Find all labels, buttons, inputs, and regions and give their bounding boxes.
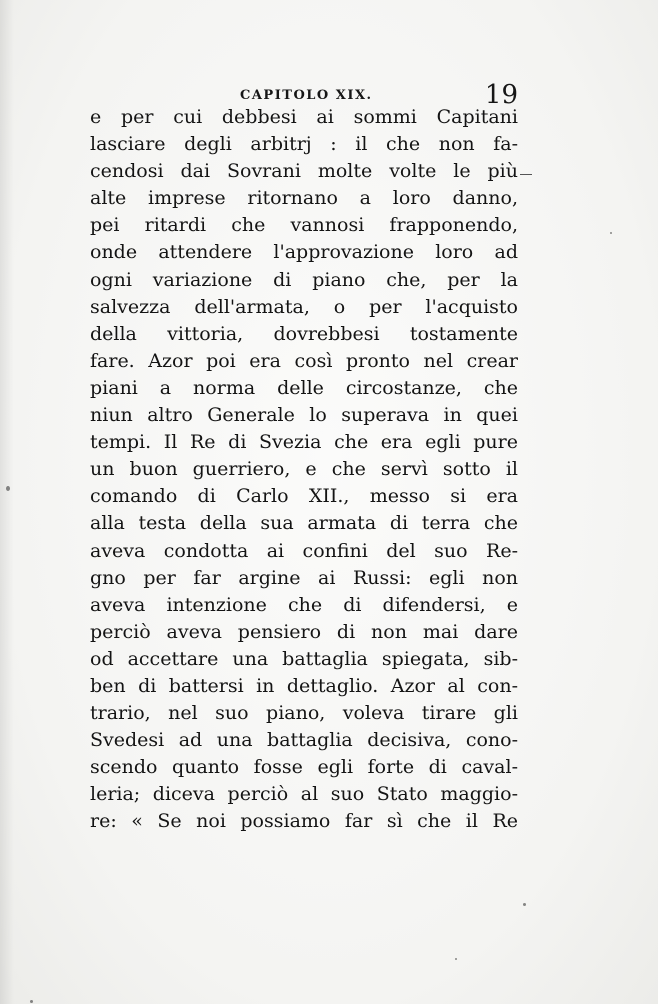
text-line: salvezza dell'armata, o per l'acquisto [90,295,518,318]
text-line: della vittoria, dovrebbesi tostamente [90,322,518,345]
margin-mark [520,174,532,175]
text-line: alte imprese ritornano a loro danno, [90,187,518,210]
text-line: od accettare una battaglia spiegata, sib- [90,647,518,670]
text-line: scendo quanto fosse egli forte di caval- [90,756,518,779]
text-line: leria; diceva perciò al suo Stato maggio- [90,783,518,806]
text-line: aveva condotta ai confini del suo Re- [90,539,518,562]
text-line: onde attendere l'approvazione loro ad [90,241,518,264]
text-line: pei ritardi che vannosi frapponendo, [90,214,518,237]
text-line: niun altro Generale lo superava in quei [90,404,518,427]
page-edge-shadow [0,0,14,1004]
text-line: ogni variazione di piano che, per la [90,268,518,291]
paper-speck [523,903,526,906]
paper-speck [6,486,10,491]
text-line: comando di Carlo XII., messo si era [90,485,518,508]
text-line: fare. Azor poi era così pronto nel crear [90,349,518,372]
text-line: gno per far argine ai Russi: egli non [90,566,518,589]
text-line: alla testa della sua armata di terra che [90,512,518,535]
text-line: piani a norma delle circostanze, che [90,376,518,399]
text-line: cendosi dai Sovrani molte volte le più [90,160,518,183]
paper-speck [455,958,457,960]
text-line: aveva intenzione che di difendersi, e [90,593,518,616]
text-line: ben di battersi in dettaglio. Azor al con- [90,674,518,697]
text-line: un buon guerriero, e che servì sotto il [90,458,518,481]
body-text [90,104,518,836]
paper-speck [610,232,612,234]
text-line: re: « Se noi possiamo far sì che il Re [90,810,518,833]
text-line: e per cui debbesi ai sommi Capitani [90,106,518,128]
running-head: CAPITOLO XIX. [240,88,373,103]
paper-speck [30,1000,33,1003]
text-line: Svedesi ad una battaglia decisiva, cono- [90,729,518,752]
text-line: perciò aveva pensiero di non mai dare [90,620,518,643]
text-line: trario, nel suo piano, voleva tirare gli [90,702,518,725]
page-number: 19 [484,80,518,110]
text-line: lasciare degli arbitrj : il che non fa- [90,133,518,156]
text-line: tempi. Il Re di Svezia che era egli pure [90,431,518,454]
